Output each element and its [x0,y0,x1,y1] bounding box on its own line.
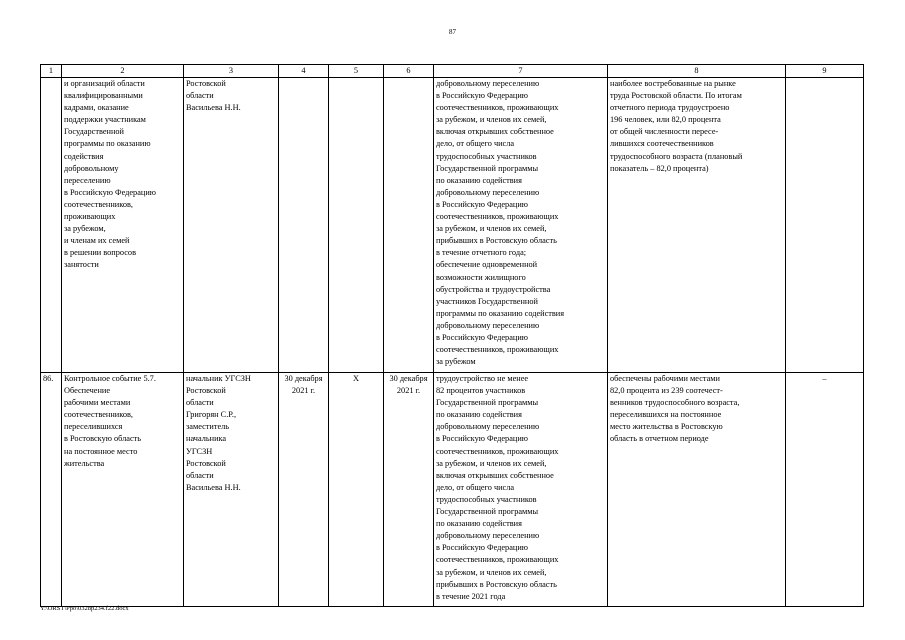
plan-date-cell [279,78,329,373]
fact-date-cell: 30 декабря 2021 г. [384,373,434,607]
notes-cell: – [786,373,864,607]
column-number-row [41,65,864,78]
row-number-cell: 86. [41,373,62,607]
col-header: 7 [434,65,608,78]
actual-result-cell: обеспечены рабочими местами 82,0 процента из 239 соотечест- венников трудоспособного возраста, переселившихся на постоянное место жительства в Ростовскую область в отчетном периоде [608,373,786,607]
fact-start-cell [329,78,384,373]
report-table [40,64,864,607]
col-header: 6 [384,65,434,78]
col-header: 5 [329,65,384,78]
planned-result-cell: трудоустройство не менее 82 процентов участников Государственной программы по оказанию содействия добровольному переселению в Российскую Федерацию соотечественников, проживающих за рубежом, и членов их семей, включая открывших собственное дело, от общего числа трудоспособных участников Государственной программы по оказанию содействия добровольному переселению в Российскую Федерацию соотечественников, проживающих за рубежом, и членов их семей, прибывших в Ростовскую область в течение 2021 года [434,373,608,607]
col-header: 8 [608,65,786,78]
notes-cell [786,78,864,373]
col-header: 4 [279,65,329,78]
table-row [41,373,864,607]
col-header: 1 [41,65,62,78]
fact-date-cell [384,78,434,373]
plan-date-cell: 30 декабря 2021 г. [279,373,329,607]
planned-result-cell: добровольному переселению в Российскую Федерацию соотечественников, проживающих за рубежом, и членов их семей, включая открывших собственное дело, от общего числа трудоспособных участников Государственной программы по оказанию содействия добровольному переселению в Российскую Федерацию соотечественников, проживающих за рубежом, и членов их семей, прибывших в Ростовскую область в течение отчетного года; обеспечение одновременной возможности жилищного обустройства и трудоустройства участников Государственной программы по оказанию содействия добровольному переселению в Российскую Федерацию соотечественников, проживающих за рубежом [434,78,608,373]
col-header: 2 [62,65,184,78]
fact-start-cell: Х [329,373,384,607]
file-path-footer: Y:\ORST\Ppo\0328p234.f22.docx [40,605,129,612]
table-row [41,78,864,373]
responsible-cell: Ростовской области Васильева Н.Н. [184,78,279,373]
col-header: 9 [786,65,864,78]
row-number-cell [41,78,62,373]
event-name-cell: Контрольное событие 5.7. Обеспечение рабочими местами соотечественников, переселившихся в Ростовскую область на постоянное место жительства [62,373,184,607]
event-name-cell: и организаций области квалифицированными кадрами, оказание поддержки участникам Государственной программы по оказанию содействия добровольному переселению в Российскую Федерацию соотечественников, проживающих за рубежом, и членам их семей в решении вопросов занятости [62,78,184,373]
responsible-cell: начальник УГСЗН Ростовской области Григорян С.Р., заместитель начальника УГСЗН Ростовской области Васильева Н.Н. [184,373,279,607]
page-number: 87 [449,28,456,36]
col-header: 3 [184,65,279,78]
actual-result-cell: наиболее востребованные на рынке труда Ростовской области. По итогам отчетного периода трудоустроено 196 человек, или 82,0 процента от общей численности пересе- лившихся соотечественников трудоспособного возраста (плановый показатель – 82,0 процента) [608,78,786,373]
